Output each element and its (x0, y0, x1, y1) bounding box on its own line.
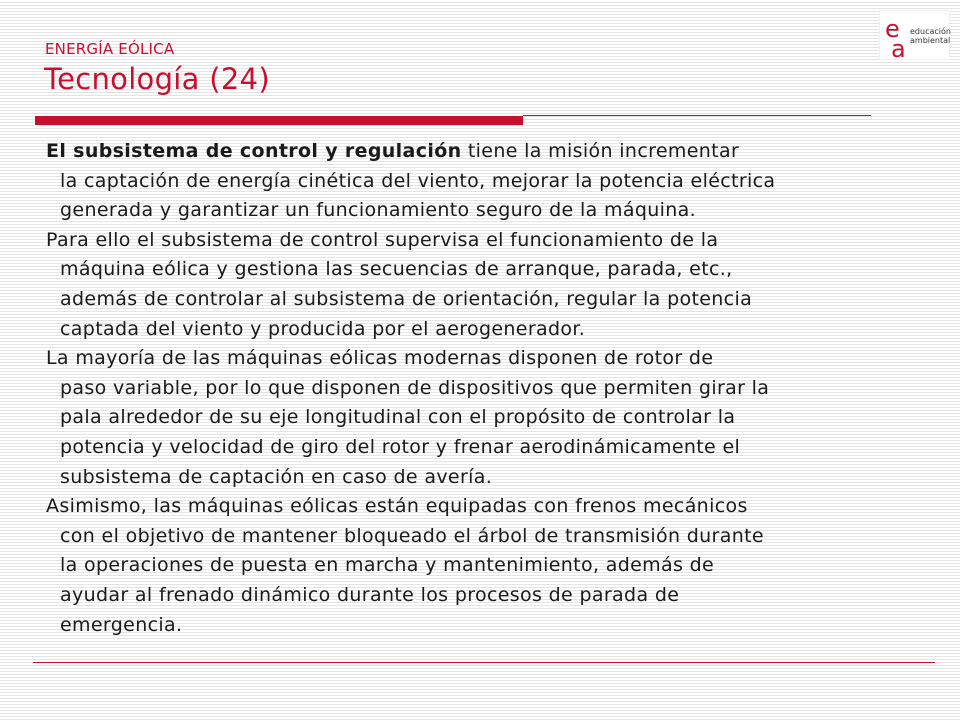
logo-text-line2: ambiental (910, 36, 951, 45)
educacion-ambiental-logo (879, 10, 950, 60)
slide-body (46, 137, 936, 640)
paragraph-4: Asimismo, las máquinas eólicas están equipadas con frenos mecánicos con el objetivo de mantener bloqueado el árbol de transmisión durante la operaciones de puesta en marcha y mantenimiento, además de ayudar al frenado dinámico durante los procesos de parada de emergencia. (46, 495, 764, 636)
paragraph-2: Para ello el subsistema de control supervisa el funcionamiento de la máquina eólica y gestiona las secuencias de arranque, parada, etc., además de controlar al subsistema de orientación, regular la potencia captada del viento y producida por el aerogenerador. (46, 228, 753, 340)
title-underline-thick (35, 116, 523, 125)
paragraph-1-lead: El subsistema de control y regulación (46, 140, 462, 162)
section-subtitle: ENERGÍA EÓLICA (45, 40, 175, 58)
title-underline-thin (523, 115, 871, 116)
svg-text:a: a (891, 35, 906, 59)
slide-title: Tecnología (24) (44, 62, 270, 96)
paragraph-1 (46, 137, 936, 226)
paragraph-1-text: tiene la misión incrementar la captación de energía cinética del viento, mejorar la potencia eléctrica generada y garantizar un funcionamiento seguro de la máquina. (60, 140, 776, 222)
footer-rule (33, 662, 935, 663)
paragraph-3: La mayoría de las máquinas eólicas modernas disponen de rotor de paso variable, por lo que disponen de dispositivos que permiten girar la pala alrededor de su eje longitudinal con el propósito de controlar la potencia y velocidad de giro del rotor y frenar aerodinámicamente el subsistema de captación en caso de avería. (46, 347, 770, 488)
logo-text-line1: educación (910, 27, 951, 36)
svg-text:e: e (885, 15, 900, 43)
